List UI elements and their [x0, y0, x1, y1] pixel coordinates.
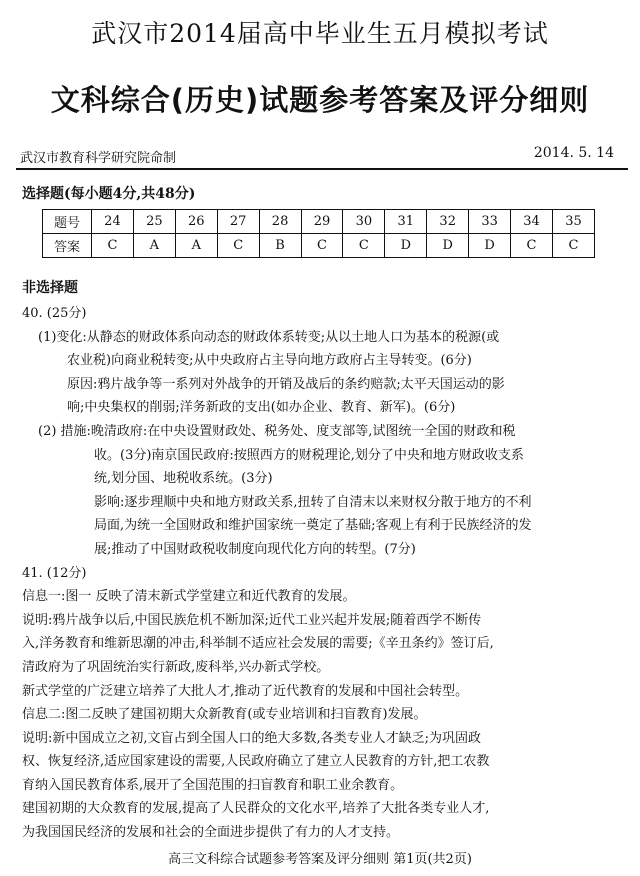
question-number-row	[43, 210, 595, 234]
answer-line: 40. (25分)	[22, 306, 87, 321]
answer-cell: A	[175, 234, 217, 258]
answer-line: (1)变化:从静态的财政体系向动态的财政体系转变;从以土地人口为基本的税源(或	[38, 329, 500, 345]
answer-line: 信息二:图二反映了建国初期大众新教育(或专业培训和扫盲教育)发展。	[22, 707, 427, 723]
question-number: 29	[301, 210, 343, 234]
answer-line: 建国初期的大众教育的发展,提高了人民群众的文化水平,培养了大批各类专业人才,	[22, 801, 490, 817]
question-number: 28	[259, 210, 301, 234]
question-number: 27	[217, 210, 259, 234]
answer-line: 41. (12分)	[22, 565, 87, 581]
question-number: 30	[343, 210, 385, 234]
issuer: 武汉市教育科学研究院命制	[20, 151, 177, 166]
nonchoice-heading: 非选择题	[22, 280, 78, 296]
answer-line: 说明:新中国成立之初,文盲占到全国人口的绝大多数,各类专业人才缺乏;为巩固政	[22, 730, 482, 746]
answer-line: 展;推动了中国财政税收制度向现代化方向的转型。(7分)	[94, 541, 416, 557]
choice-heading: 选择题(每小题4分,共48分)	[22, 186, 196, 202]
answer-line: 新式学堂的广泛建立培养了大批人才,推动了近代教育的发展和中国社会转型。	[22, 683, 469, 699]
header-rule	[16, 168, 628, 170]
answer-cell: C	[92, 234, 134, 258]
question-number: 32	[427, 210, 469, 234]
answer-cell: C	[511, 234, 553, 258]
answer-body	[22, 302, 622, 845]
issue-date: 2014. 5. 14	[533, 145, 614, 161]
answer-line: 影响:逐步理顺中央和地方财政关系,扭转了自清末以来财权分散于地方的不利	[94, 494, 532, 510]
answer-cell: D	[427, 234, 469, 258]
answer-table	[42, 209, 595, 258]
document-subtitle: 文科综合(历史)试题参考答案及评分细则	[50, 83, 590, 117]
answer-line: 清政府为了巩固统治实行新政,废科举,兴办新式学校。	[22, 659, 330, 675]
answer-line: 农业税)向商业税转变;从中央政府占主导向地方政府占主导转变。(6分)	[67, 353, 472, 369]
answer-cell: C	[343, 234, 385, 258]
answer-cell: D	[469, 234, 511, 258]
question-number: 31	[385, 210, 427, 234]
question-number: 26	[175, 210, 217, 234]
question-number: 25	[133, 210, 175, 234]
answer-line: 为我国国民经济的发展和社会的全面进步提供了有力的人才支持。	[22, 825, 400, 841]
answer-line: 统,划分国、地税收系统。(3分)	[94, 471, 273, 487]
answer-line: 育纳入国民教育体系,展开了全国范围的扫盲教育和职工业余教育。	[22, 777, 404, 793]
answer-line: 原因:鸦片战争等一系列对外战争的开销及战后的条约赔款;太平天国运动的影	[67, 376, 505, 392]
question-number: 24	[92, 210, 134, 234]
answer-line: 说明:鸦片战争以后,中国民族危机不断加深;近代工业兴起并发展;随着西学不断传	[22, 612, 482, 628]
page-footer: 高三文科综合试题参考答案及评分细则 第1页(共2页)	[168, 852, 472, 867]
exam-title: 武汉市2014届高中毕业生五月模拟考试	[91, 19, 549, 48]
row-label-number: 题号	[43, 210, 92, 234]
answer-line: 响;中央集权的削弱;洋务新政的支出(如办企业、教育、新军)。(6分)	[67, 400, 456, 416]
row-label-answer: 答案	[43, 234, 92, 258]
answer-cell: D	[385, 234, 427, 258]
question-number: 35	[552, 210, 594, 234]
answer-cell: C	[552, 234, 594, 258]
question-number: 34	[511, 210, 553, 234]
answer-cell: C	[301, 234, 343, 258]
answer-row	[43, 234, 595, 258]
answer-cell: A	[133, 234, 175, 258]
answer-line: 权、恢复经济,适应国家建设的需要,人民政府确立了建立人民教育的方针,把工农教	[22, 754, 490, 770]
answer-cell: B	[259, 234, 301, 258]
answer-line: 信息一:图一 反映了清末新式学堂建立和近代教育的发展。	[22, 589, 356, 605]
answer-line: (2) 措施:晚清政府:在中央设置财政处、税务处、度支部等,试图统一全国的财政和税	[38, 423, 516, 439]
answer-line: 入,洋务教育和维新思潮的冲击,科举制不适应社会发展的需要;《辛丑条约》签订后,	[22, 636, 494, 652]
answer-cell: C	[217, 234, 259, 258]
answer-line: 收。(3分)南京国民政府:按照西方的财税理论,划分了中央和地方财政收支系	[94, 447, 524, 463]
question-number: 33	[469, 210, 511, 234]
answer-line: 局面,为统一全国财政和维护国家统一奠定了基础;客观上有利于民族经济的发	[94, 518, 532, 534]
